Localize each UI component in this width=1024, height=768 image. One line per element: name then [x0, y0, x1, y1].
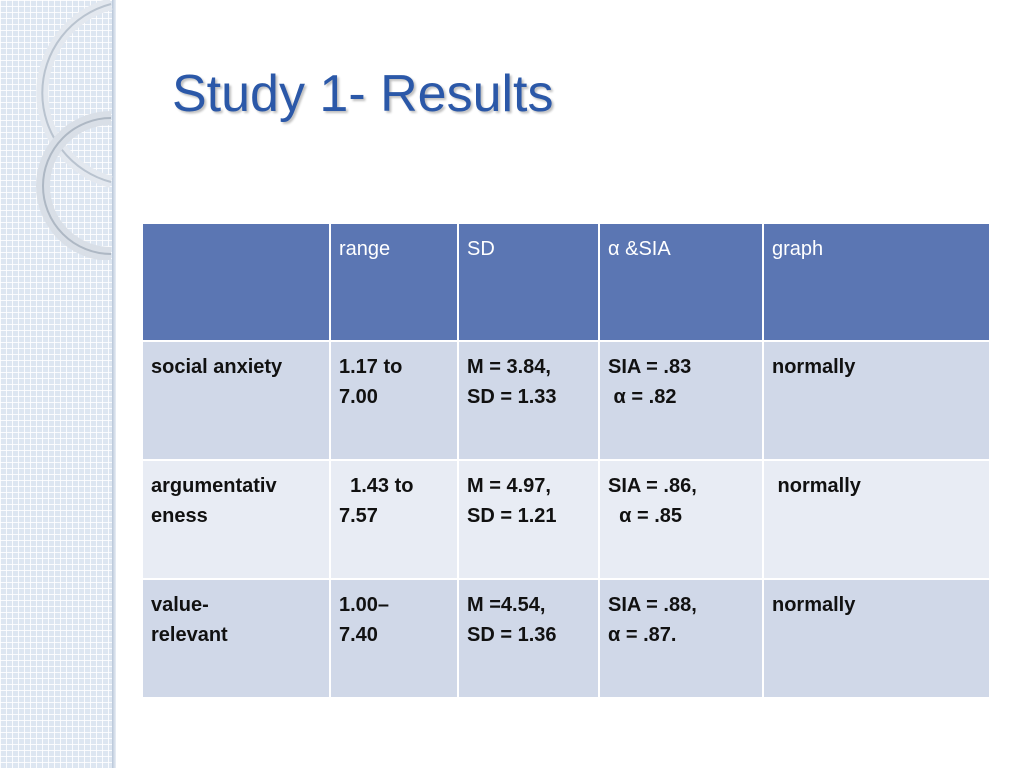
cell-text: SIA = .83 — [608, 356, 692, 378]
cell-text: α = .87. — [608, 624, 677, 646]
cell-sd — [459, 342, 598, 459]
cell-sd — [459, 580, 598, 697]
header-measure — [143, 224, 329, 340]
cell-text: 1.43 to — [339, 475, 414, 497]
cell-text: 7.57 — [339, 505, 378, 527]
cell-measure — [143, 461, 329, 578]
header-sd: SD — [459, 224, 598, 340]
cell-text: eness — [151, 505, 208, 527]
cell-graph — [764, 461, 989, 578]
decorative-ring-small — [43, 118, 111, 254]
cell-measure — [143, 580, 329, 697]
cell-alpha-sia — [600, 461, 762, 578]
header-alpha-sia: α &SIA — [600, 224, 762, 340]
table-row — [143, 342, 989, 459]
cell-alpha-sia — [600, 342, 762, 459]
cell-graph — [764, 342, 989, 459]
decorative-rings — [0, 0, 200, 260]
cell-text: normally — [772, 594, 856, 616]
cell-text: 7.00 — [339, 386, 378, 408]
cell-text: value- — [151, 594, 209, 616]
cell-text: SD = 1.33 — [467, 386, 557, 408]
cell-text: normally — [772, 356, 856, 378]
table-header-row — [143, 224, 989, 340]
cell-text: normally — [772, 475, 861, 497]
cell-alpha-sia — [600, 580, 762, 697]
cell-text: SD = 1.21 — [467, 505, 557, 527]
cell-text: M = 3.84, — [467, 356, 551, 378]
cell-text: argumentativ — [151, 475, 277, 497]
cell-text: 7.40 — [339, 624, 378, 646]
cell-text: SD = 1.36 — [467, 624, 557, 646]
cell-range — [331, 461, 457, 578]
slide-title: Study 1- Results — [172, 65, 554, 123]
cell-text: α = .82 — [608, 386, 677, 408]
cell-sd — [459, 461, 598, 578]
table-row — [143, 461, 989, 578]
results-table — [141, 222, 991, 699]
cell-text: 1.17 to — [339, 356, 403, 378]
cell-text: SIA = .88, — [608, 594, 697, 616]
header-graph: graph — [764, 224, 989, 340]
cell-text: M = 4.97, — [467, 475, 551, 497]
header-range: range — [331, 224, 457, 340]
cell-measure — [143, 342, 329, 459]
cell-range — [331, 580, 457, 697]
cell-text: α = .85 — [608, 505, 683, 527]
cell-text: 1.00– — [339, 594, 390, 616]
cell-graph — [764, 580, 989, 697]
cell-text: M =4.54, — [467, 594, 546, 616]
cell-text: relevant — [151, 624, 228, 646]
cell-range — [331, 342, 457, 459]
cell-text: social anxiety — [151, 356, 283, 378]
cell-text: SIA = .86, — [608, 475, 697, 497]
table-row — [143, 580, 989, 697]
